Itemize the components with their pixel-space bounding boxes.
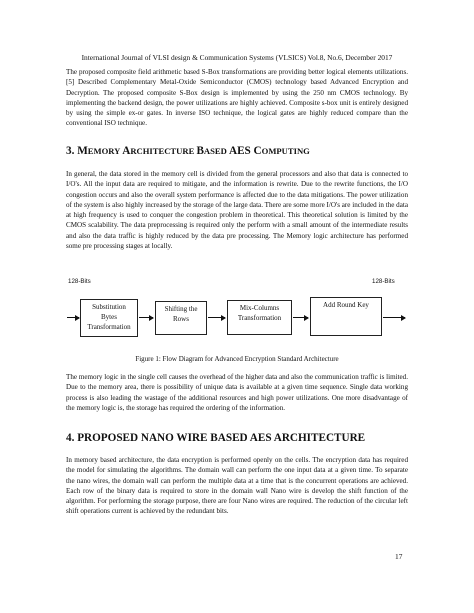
heading-part: RCHITECTURE <box>130 146 197 156</box>
input-bits-label: 128-Bits <box>68 278 91 285</box>
output-bits-label: 128-Bits <box>372 278 395 285</box>
running-head: International Journal of VLSI design & Communication Systems (VLSICS) Vol.8, No.6, December 2017 <box>81 53 393 62</box>
section-3-number: 3. <box>66 145 78 157</box>
mix-columns-block <box>227 300 292 335</box>
heading-part: OMPUTING <box>261 146 310 156</box>
input-arrow <box>67 317 79 318</box>
heading-part: EMORY <box>87 146 123 156</box>
flow-arrow <box>208 317 225 318</box>
heading-part: A <box>122 145 131 157</box>
block-text: Mix-Columns <box>239 304 280 312</box>
intro-paragraph: The proposed composite field arithmetic based S-Box transformations are providing better logical elements utilizations. [5] Described Complementary Metal-Oxide Semiconductor (CMOS) technology based Advanced Encryption and Decryption. The proposed composite S-Box design is implemented by using the 250 nm CMOS technology. By implementing the backend design, the power utilizations are highly achieved. Composite s-box unit is entirely designed by using the simple ex-or gates. In inverse ISO technique, the logical gates are highly reduced compare than the conventional ISO technique. <box>66 68 408 128</box>
section-3-heading <box>66 145 408 158</box>
block-text: Shifting the <box>164 305 198 313</box>
block-text: Add Round Key <box>323 301 369 309</box>
flow-arrow <box>293 317 308 318</box>
heading-part: ASED <box>203 146 229 156</box>
block-text: Transformation <box>237 314 282 322</box>
block-text: Bytes <box>101 313 117 321</box>
block-text: Substitution <box>92 303 126 311</box>
section-4-heading: 4. PROPOSED NANO WIRE BASED AES ARCHITECTURE <box>66 432 366 444</box>
heading-part: B <box>196 145 204 157</box>
add-round-key-block <box>310 297 382 336</box>
figure-caption: Figure 1: Flow Diagram for Advanced Encryption Standard Architecture <box>135 355 339 363</box>
output-arrow <box>383 317 405 318</box>
section-3-paragraph-1: In general, the data stored in the memory cell is divided from the general processors and also that data is connected to I/O's. All the input data are required to mitigate, and the information is rewrite. Due to the rewrite functions, the I/O congestion occurs and also the overall system performance is affected due to the data mitigations. The power utilization of the system is also highly increased by the storage of the large data. There are some more I/O's are included in the data at high frequency is used to conquer the congestion problem in theoretical. This theoretical solution is limited by the CMOS scalability. The data preprocessing is required only the perform with a small amount of the intermediate results and also the data traffic is highly reduced by the data pre processing. The Memory logic architecture has performed some pre processing stages at locally. <box>66 170 408 251</box>
section-4-paragraph: In memory based architecture, the data encryption is performed openly on the cells. The encryption data has required the model for simulating the algorithms. The domain wall can perform the one input data at a given time. To separate the nano wires, the domain wall can perform the multiple data at a time that is the concurrent operations are achieved. Each row of the binary data is required to store in the domain wall Nano wire is develop the shift function of the algorithm. For performing the storage purpose, there are four Nano wires are required. The reduction of the circular left shift operations current is achieved by the redundant bits. <box>66 456 408 516</box>
heading-part: M <box>77 145 88 157</box>
block-text: Transformation <box>87 323 131 331</box>
flow-arrow <box>139 317 153 318</box>
shift-rows-block <box>155 301 207 335</box>
section-3-paragraph-2: The memory logic in the single cell causes the overhead of the higher data and also the communication traffic is limited. Due to the memory area, there is possibility of unique data is available at a given time sequence. Single data working process is also leading the wastage of the additional resources and high power utilizations. One more disadvantage of the memory logic is, the storage has required the ordering of the information. <box>66 373 408 412</box>
page-number: 17 <box>395 552 403 561</box>
substitution-bytes-block <box>80 299 138 337</box>
block-text: Rows <box>173 315 189 323</box>
heading-part: AES C <box>229 145 262 157</box>
